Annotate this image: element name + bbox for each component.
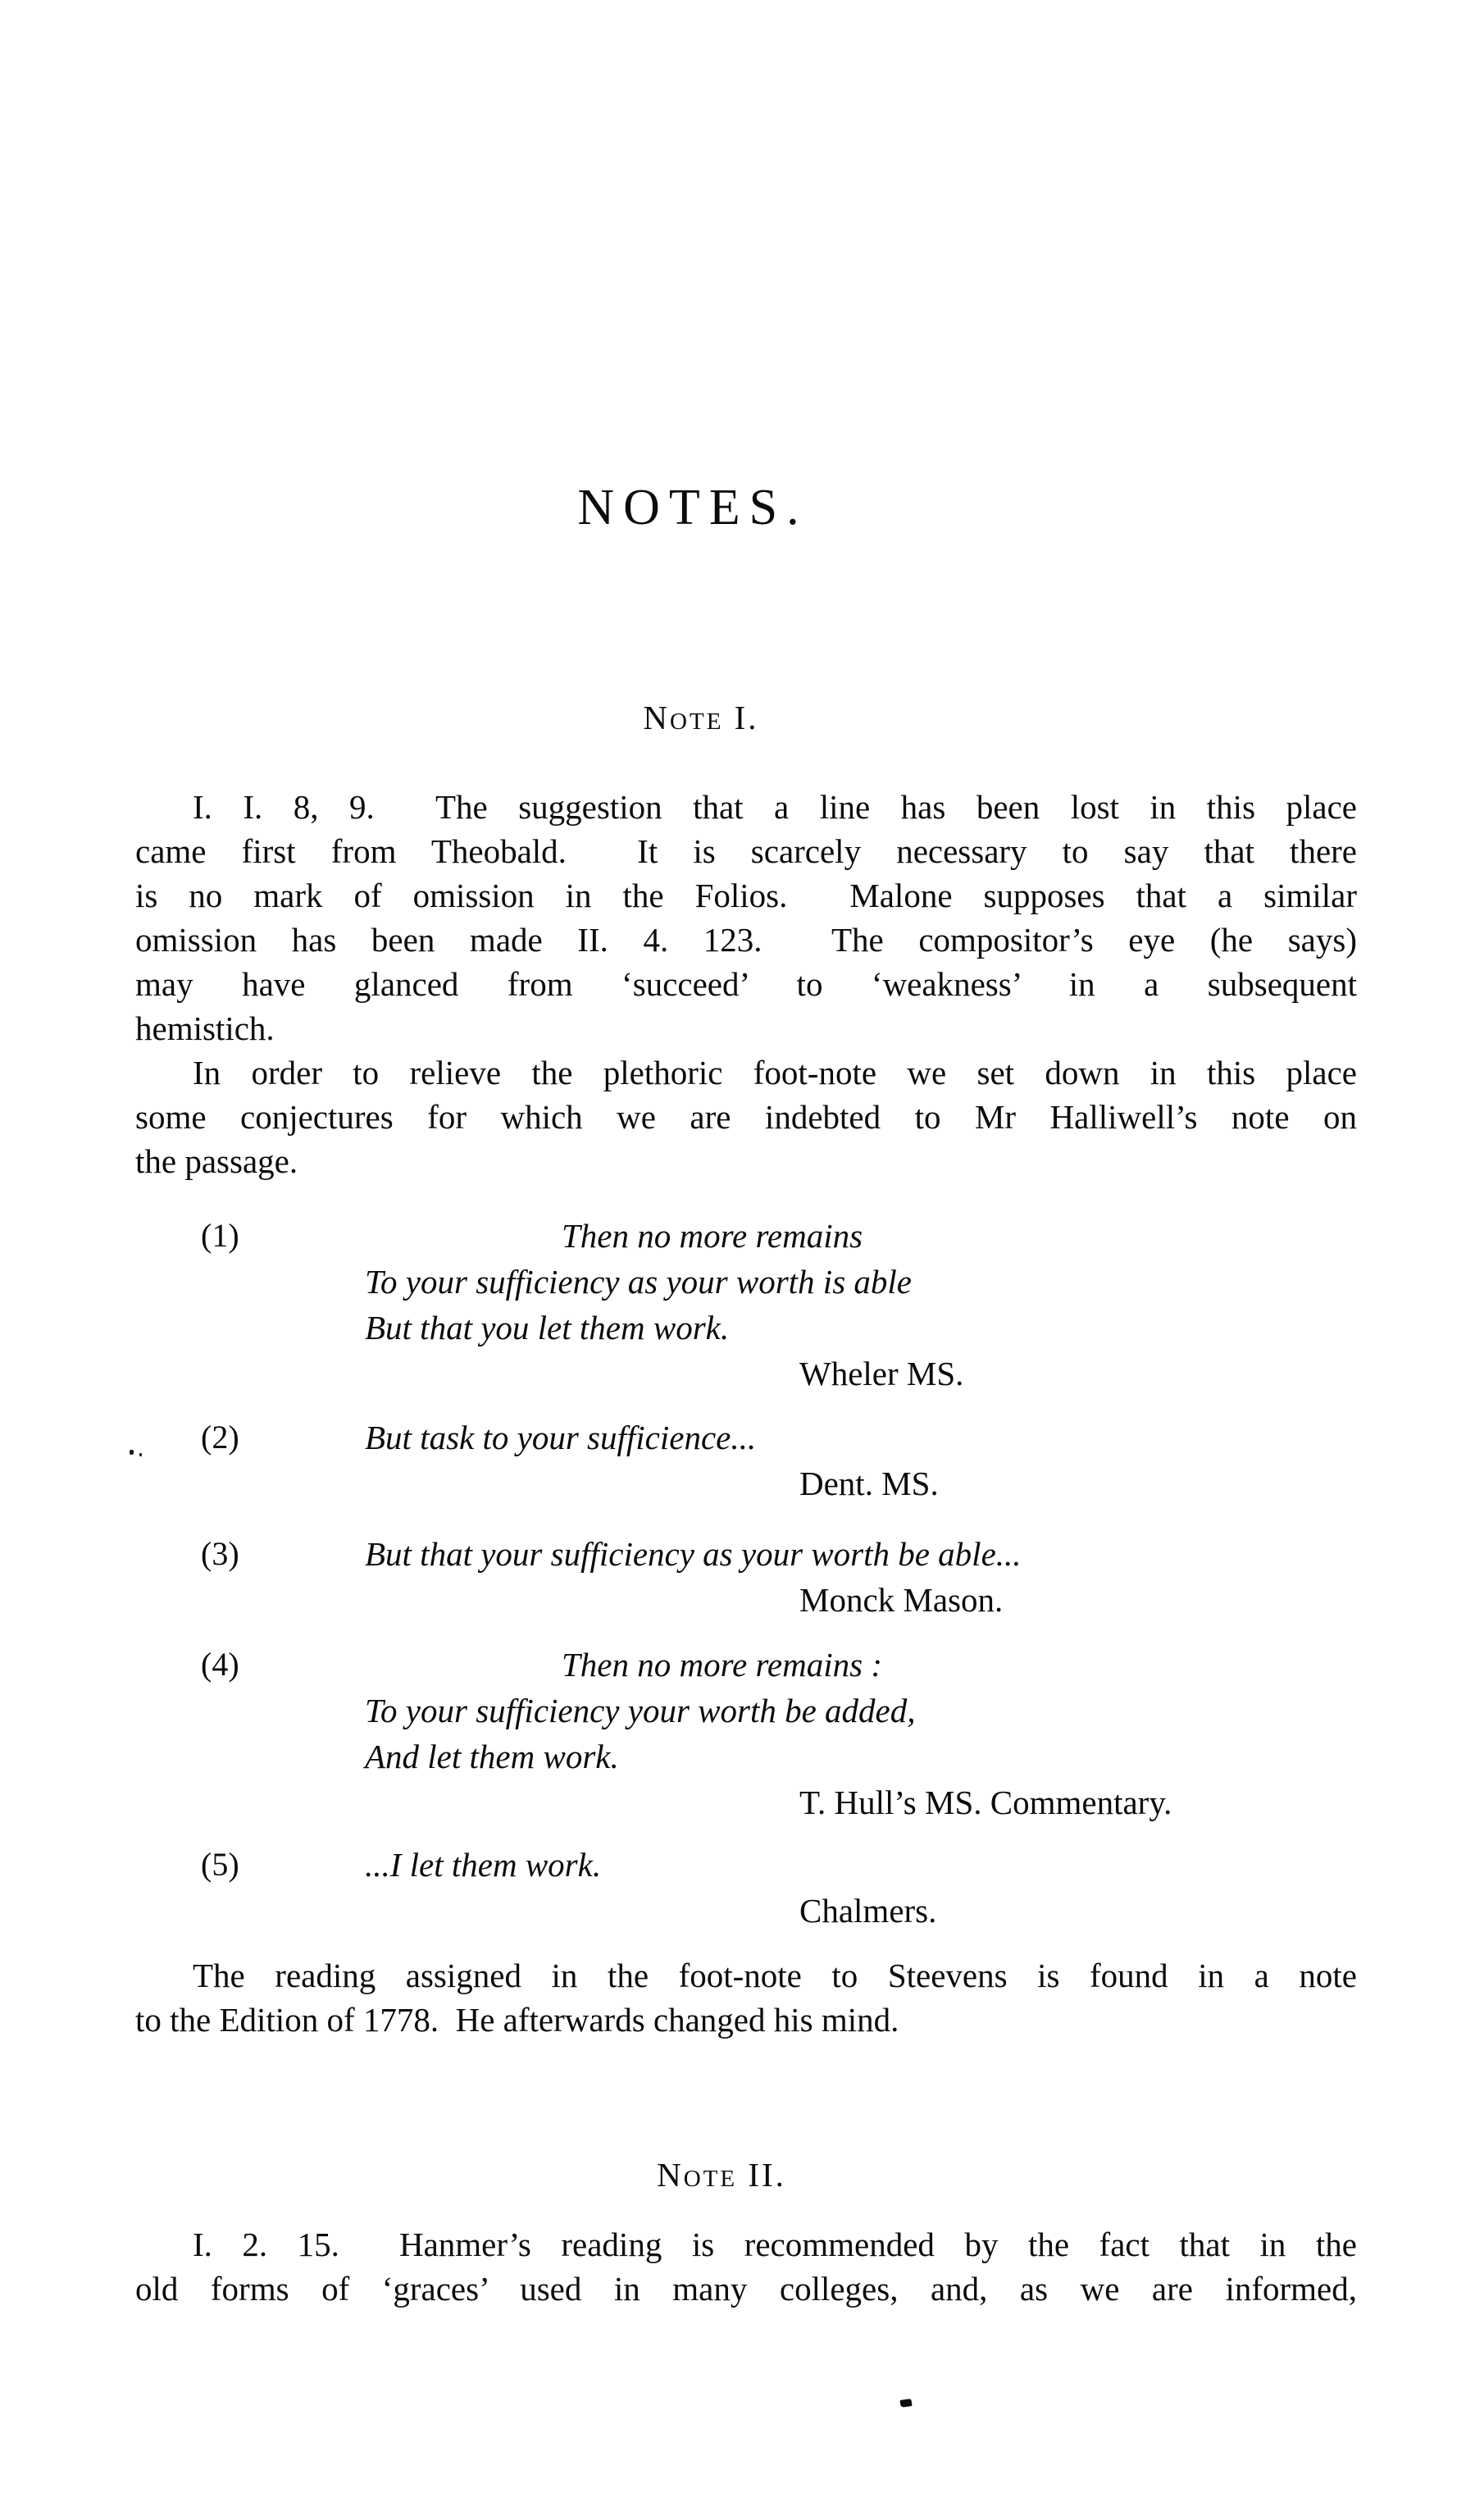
text-line: some conjectures for which we are indebted to Mr Halliwell’s note on — [135, 1098, 1357, 1136]
verse-line: To your sufficiency as your worth is able — [365, 1263, 912, 1301]
verse-line: But that you let them work. — [365, 1309, 730, 1346]
quote-number: (2) — [201, 1419, 239, 1456]
text-line: may have glanced from ‘succeed’ to ‘weakness’ in a subsequent — [135, 965, 1357, 1003]
quote-attribution: Monck Mason. — [799, 1581, 1004, 1619]
quote-number: (5) — [201, 1846, 239, 1883]
quote-attribution: T. Hull’s MS. Commentary. — [799, 1784, 1172, 1821]
note-1-paragraph-1 — [135, 785, 1357, 1050]
verse-line: And let them work. — [365, 1738, 619, 1775]
quote-attribution: Wheler MS. — [799, 1355, 964, 1392]
verse-line: Then no more remains — [562, 1217, 863, 1255]
quote-item-5 — [135, 1842, 1357, 1934]
quote-body — [365, 1415, 1357, 1506]
note-2-heading: Note II. — [657, 2156, 786, 2194]
quote-number: (3) — [201, 1535, 239, 1572]
quote-number: (1) — [201, 1217, 239, 1254]
note-1-heading: Note I. — [643, 699, 759, 736]
quote-body — [365, 1531, 1357, 1623]
text-line: The reading assigned in the foot-note to Steevens is found in a note — [193, 1957, 1357, 1994]
quote-attribution: Dent. MS. — [799, 1465, 939, 1502]
ink-speck — [899, 2399, 912, 2408]
verse-line: But that your sufficiency as your worth be able... — [365, 1535, 1022, 1573]
quote-body — [365, 1642, 1357, 1825]
text-line: came first from Theobald. It is scarcely necessary to say that there — [135, 832, 1357, 870]
text-line: is no mark of omission in the Folios. Malone supposes that a similar — [135, 877, 1357, 914]
verse-line: ...I let them work. — [365, 1846, 602, 1884]
quote-body — [365, 1842, 1357, 1934]
quote-attribution: Chalmers. — [799, 1892, 937, 1930]
text-line: the passage. — [135, 1142, 298, 1180]
text-column — [135, 699, 1357, 2311]
text-line: to the Edition of 1778. He afterwards changed his mind. — [135, 2001, 899, 2039]
quote-item-3 — [135, 1531, 1357, 1623]
text-line: I. 2. 15. Hanmer’s reading is recommended by the fact that in the — [193, 2226, 1357, 2263]
text-line: old forms of ‘graces’ used in many colleges, and, as we are informed, — [135, 2270, 1357, 2308]
text-line: omission has been made II. 4. 123. The compositor’s eye (he says) — [135, 921, 1357, 959]
note-2-paragraph-1 — [135, 2222, 1357, 2311]
note-1-paragraph-3 — [135, 1953, 1357, 2042]
text-line: In order to relieve the plethoric foot-note we set down in this place — [193, 1054, 1357, 1091]
quote-item-2 — [135, 1415, 1357, 1506]
verse-line: Then no more remains : — [562, 1646, 882, 1684]
note-1-paragraph-2 — [135, 1050, 1357, 1183]
verse-line: To your sufficiency your worth be added, — [365, 1692, 916, 1729]
text-line: I. I. 8, 9. The suggestion that a line has been lost in this place — [193, 788, 1357, 826]
text-line: hemistich. — [135, 1009, 275, 1047]
conjecture-quote-list — [135, 1213, 1357, 1934]
page-title: NOTES. — [577, 480, 808, 535]
verse-line: But task to your sufficience... — [365, 1419, 757, 1456]
quote-number: (4) — [201, 1646, 239, 1683]
quote-item-4 — [135, 1642, 1357, 1825]
quote-item-1 — [135, 1213, 1357, 1397]
ink-speck — [130, 1450, 134, 1455]
quote-body — [365, 1213, 1357, 1397]
